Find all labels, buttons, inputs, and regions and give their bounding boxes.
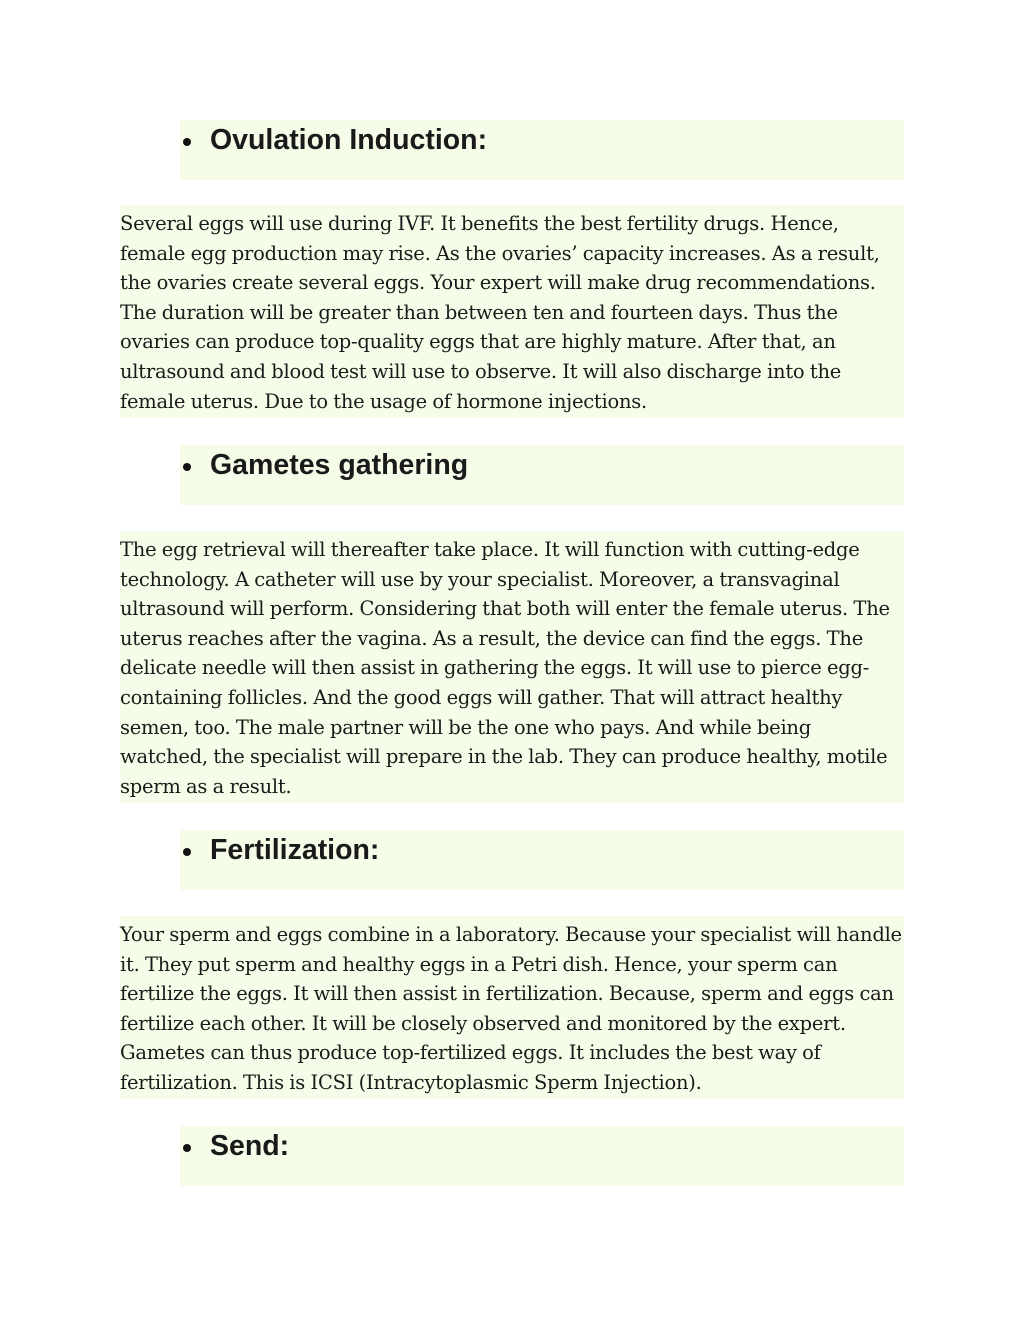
- section-heading-gametes-gathering: [180, 445, 904, 505]
- heading-text: Gametes gathering: [210, 448, 469, 481]
- heading-text: Ovulation Induction:: [210, 123, 488, 156]
- section-paragraph-gametes-gathering: [120, 531, 904, 803]
- section-heading-send: [180, 1126, 904, 1186]
- bullet-icon: [183, 1144, 191, 1152]
- paragraph-text: The egg retrieval will thereafter take place. It will function with cutting-edge technology. A catheter will use by your specialist. Moreover, a transvaginal ultrasound will perform. Considering that both will enter the female uterus. The uterus reaches after the vagina. As a result, the device can find the eggs. The delicate needle will then assist in gathering the eggs. It will use to pierce egg-containing follicles. And the good eggs will gather. That will attract healthy semen, too. The male partner will be the one who pays. And while being watched, the specialist will prepare in the lab. They can produce healthy, motile sperm as a result.: [120, 538, 890, 798]
- heading-text: Send:: [210, 1129, 290, 1162]
- bullet-icon: [183, 138, 191, 146]
- heading-text: Fertilization:: [210, 833, 380, 866]
- bullet-icon: [183, 848, 191, 856]
- section-heading-fertilization: [180, 830, 904, 890]
- section-heading-ovulation-induction: [180, 120, 904, 180]
- bullet-icon: [183, 463, 191, 471]
- paragraph-text: Your sperm and eggs combine in a laboratory. Because your specialist will handle it. They put sperm and healthy eggs in a Petri dish. Hence, your sperm can fertilize the eggs. It will then assist in fertilization. Because, sperm and eggs can fertilize each other. It will be closely observed and monitored by the expert. Gametes can thus produce top-fertilized eggs. It includes the best way of fertilization. This is ICSI (Intracytoplasmic Sperm Injection).: [120, 923, 902, 1094]
- paragraph-text: Several eggs will use during IVF. It benefits the best fertility drugs. Hence, female egg production may rise. As the ovaries’ capacity increases. As a result, the ovaries create several eggs. Your expert will make drug recommendations. The duration will be greater than between ten and fourteen days. Thus the ovaries can produce top-quality eggs that are highly mature. After that, an ultrasound and blood test will use to observe. It will also discharge into the female uterus. Due to the usage of hormone injections.: [120, 212, 880, 413]
- section-paragraph-ovulation-induction: [120, 205, 904, 418]
- section-paragraph-fertilization: [120, 916, 904, 1099]
